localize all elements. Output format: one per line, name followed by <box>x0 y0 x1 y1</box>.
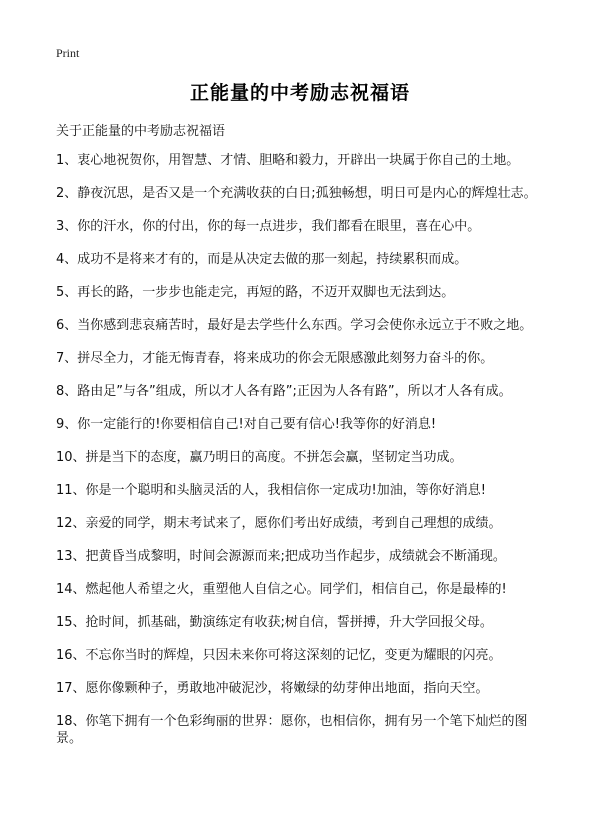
list-item: 10、拼是当下的态度，赢乃明日的高度。不拼怎会赢，坚韧定当功成。 <box>56 450 463 465</box>
wish-list <box>56 152 546 763</box>
list-item: 5、再长的路，一步步也能走完，再短的路，不迈开双脚也无法到达。 <box>56 285 455 300</box>
list-item: 13、把黄昏当成黎明，时间会源源而来;把成功当作起步，成绩就会不断涌现。 <box>56 549 506 564</box>
list-item: 2、静夜沉思，是否又是一个充满收获的白日;孤独畅想，明日可是内心的辉煌壮志。 <box>56 186 537 201</box>
print-label: Print <box>56 46 80 60</box>
document-subtitle: 关于正能量的中考励志祝福语 <box>56 124 226 139</box>
list-item: 7、拼尽全力，才能无悔青春，将来成功的你会无限感激此刻努力奋斗的你。 <box>56 351 494 366</box>
list-item: 1、衷心地祝贺你，用智慧、才情、胆略和毅力，开辟出一块属于你自己的土地。 <box>56 153 520 168</box>
list-item: 18、你笔下拥有一个色彩绚丽的世界：愿你，也相信你，拥有另一个笔下灿烂的图景。 <box>56 714 528 746</box>
list-item: 16、不忘你当时的辉煌，只因未来你可将这深刻的记忆，变更为耀眼的闪亮。 <box>56 648 502 663</box>
list-item: 12、亲爱的同学，期末考试来了，愿你们考出好成绩，考到自己理想的成绩。 <box>56 516 502 531</box>
list-item: 3、你的汗水，你的付出，你的每一点进步，我们都看在眼里，喜在心中。 <box>56 219 481 234</box>
document-title: 正能量的中考励志祝福语 <box>189 82 410 104</box>
list-item: 15、抢时间，抓基础，勤演练定有收获;树自信，誓拼搏，升大学回报父母。 <box>56 615 493 630</box>
list-item: 11、你是一个聪明和头脑灵活的人，我相信你一定成功!加油，等你好消息! <box>56 483 486 498</box>
list-item: 4、成功不是将来才有的，而是从决定去做的那一刻起，持续累积而成。 <box>56 252 468 267</box>
list-item: 6、当你感到悲哀痛苦时，最好是去学些什么东西。学习会使你永远立于不败之地。 <box>56 318 533 333</box>
list-item: 9、你一定能行的!你要相信自己!对自己要有信心!我等你的好消息! <box>56 417 437 432</box>
list-item: 8、路由足”与各”组成，所以才人各有路”;正因为人各有路”，所以才人各有成。 <box>56 384 512 399</box>
list-item: 17、愿你像颗种子，勇敢地冲破泥沙，将嫩绿的幼芽伸出地面，指向天空。 <box>56 681 489 696</box>
list-item: 14、燃起他人希望之火，重塑他人自信之心。同学们，相信自己，你是最棒的! <box>56 582 507 597</box>
